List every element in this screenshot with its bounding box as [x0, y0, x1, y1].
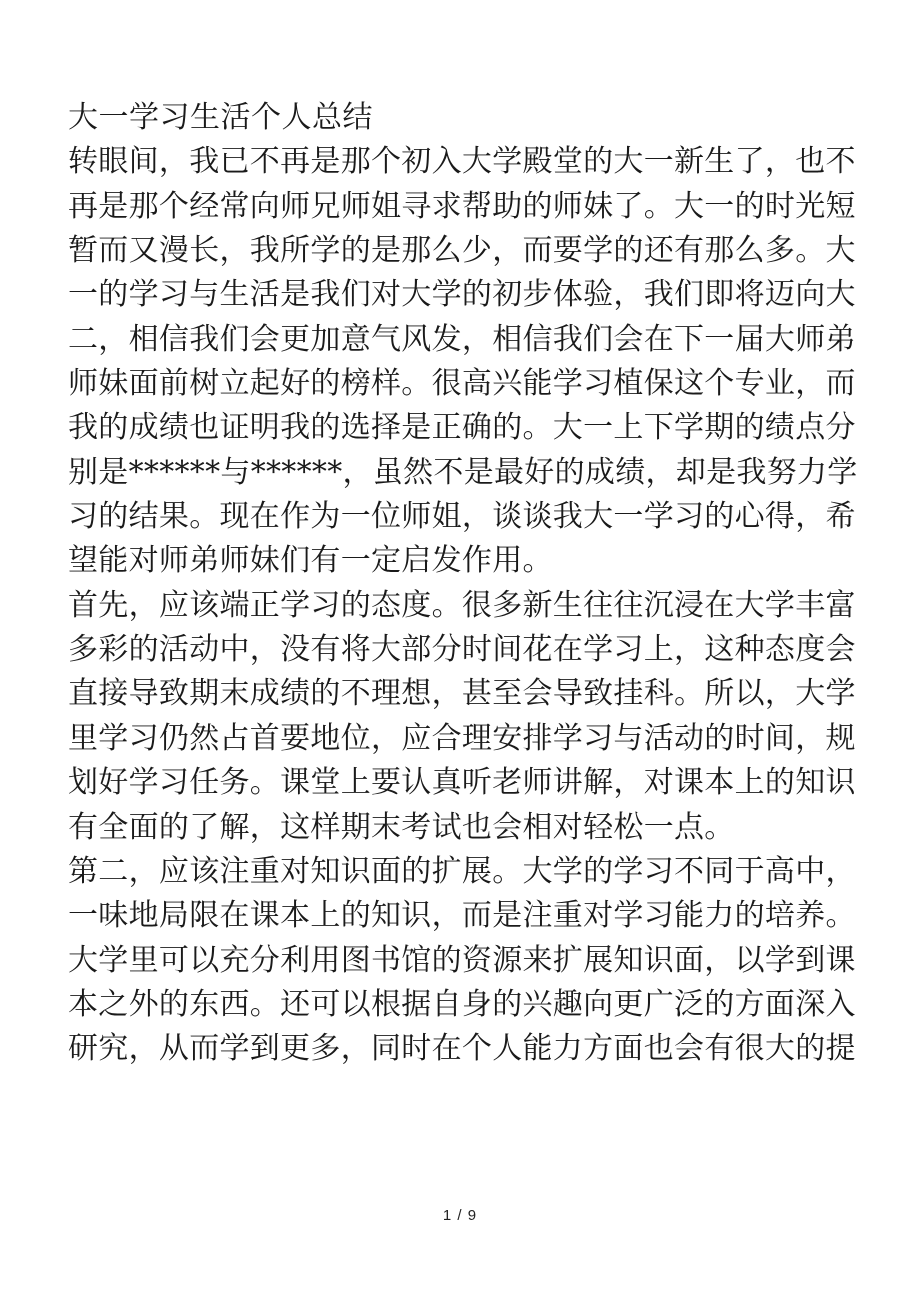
- text-line: 习的结果。现在作为一位师姐，谈谈我大一学习的心得，希: [68, 499, 856, 535]
- text-line: 再是那个经常向师兄师姐寻求帮助的师妹了。大一的时光短: [68, 188, 856, 224]
- document-title: 大一学习生活个人总结: [68, 100, 373, 135]
- text-line: 第二，应该注重对知识面的扩展。大学的学习不同于高中，: [68, 853, 856, 889]
- text-line: 望能对师弟师妹们有一定启发作用。: [68, 543, 553, 579]
- text-line: 研究，从而学到更多，同时在个人能力方面也会有很大的提: [68, 1031, 856, 1067]
- text-line: 别是******与******，虽然不是最好的成绩，却是我努力学: [68, 454, 858, 490]
- text-line: 大学里可以充分利用图书馆的资源来扩展知识面，以学到课: [68, 942, 856, 978]
- text-line: 暂而又漫长，我所学的是那么少，而要学的还有那么多。大: [68, 233, 856, 269]
- text-line: 我的成绩也证明我的选择是正确的。大一上下学期的绩点分: [68, 410, 856, 446]
- text-line: 转眼间，我已不再是那个初入大学殿堂的大一新生了，也不: [68, 144, 856, 180]
- text-line: 首先，应该端正学习的态度。很多新生往往沉浸在大学丰富: [68, 587, 856, 623]
- text-line: 师妹面前树立起好的榜样。很高兴能学习植保这个专业，而: [68, 366, 856, 402]
- text-line: 一的学习与生活是我们对大学的初步体验，我们即将迈向大: [68, 277, 856, 313]
- document-body: [68, 96, 868, 1072]
- text-line: 里学习仍然占首要地位，应合理安排学习与活动的时间，规: [68, 720, 856, 756]
- text-line: 划好学习任务。课堂上要认真听老师讲解，对课本上的知识: [68, 765, 856, 801]
- page-number: 1 / 9: [442, 1207, 478, 1224]
- text-line: 直接导致期末成绩的不理想，甚至会导致挂科。所以，大学: [68, 676, 856, 712]
- text-line: 二，相信我们会更加意气风发，相信我们会在下一届大师弟: [68, 321, 856, 357]
- text-line: 有全面的了解，这样期末考试也会相对轻松一点。: [68, 809, 735, 845]
- text-line: 多彩的活动中，没有将大部分时间花在学习上，这种态度会: [68, 632, 856, 668]
- text-line: 本之外的东西。还可以根据自身的兴趣向更广泛的方面深入: [68, 986, 856, 1022]
- text-line: 一味地局限在课本上的知识，而是注重对学习能力的培养。: [68, 898, 856, 934]
